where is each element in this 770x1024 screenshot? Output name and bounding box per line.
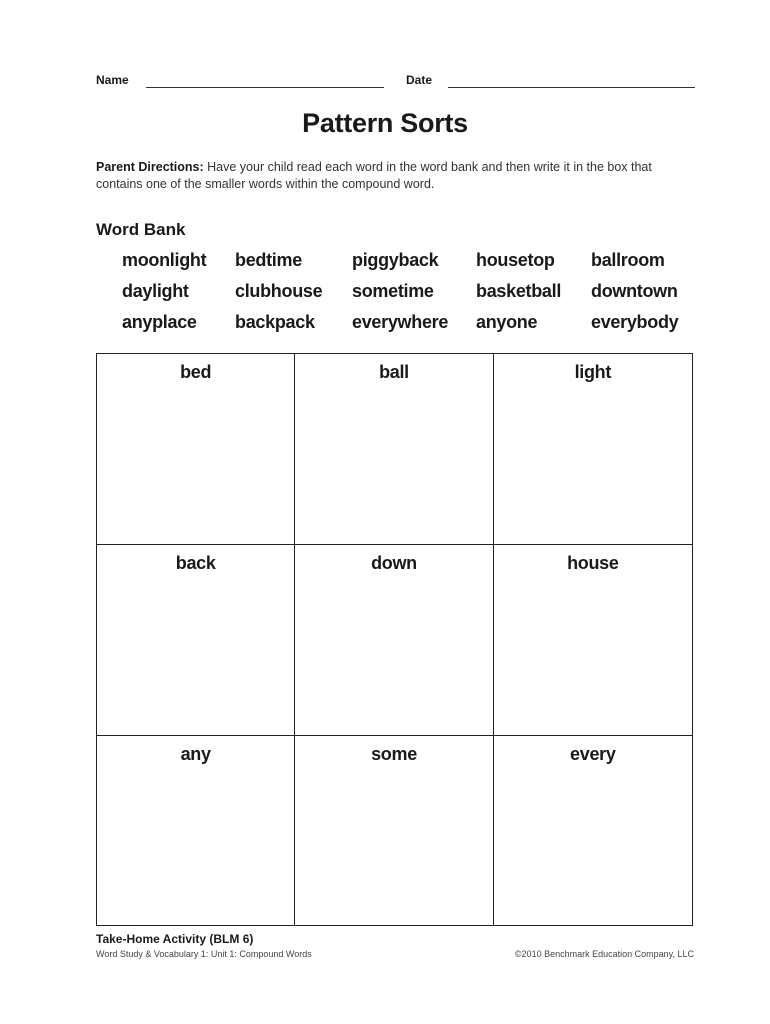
directions-text: Have your child read each word in the word bank and then write it in the box that contains one of the smaller words within the compound word. (96, 160, 652, 191)
word-bank-word: everywhere (352, 312, 449, 332)
sort-box-house[interactable] (494, 545, 692, 736)
word-bank-row (122, 281, 692, 312)
sort-box-ball[interactable] (295, 354, 493, 545)
sort-box-label: house (567, 553, 619, 573)
sort-box-label: ball (379, 362, 409, 382)
sort-box-label: bed (180, 362, 212, 382)
word-bank-word: backpack (235, 312, 315, 332)
name-label: Name (96, 73, 129, 87)
sort-box-back[interactable] (97, 545, 295, 736)
sort-box-down[interactable] (295, 545, 493, 736)
parent-directions (96, 159, 696, 193)
word-bank-word: piggyback (352, 250, 439, 270)
word-bank-word: sometime (352, 281, 434, 301)
footer-copyright: ©2010 Benchmark Education Company, LLC (514, 949, 694, 959)
page-title: Pattern Sorts (302, 108, 468, 138)
sort-box-label: any (180, 744, 211, 764)
sort-box-label: light (574, 362, 612, 382)
footer-subtitle: Word Study & Vocabulary 1: Unit 1: Compound Words (96, 949, 312, 959)
footer-title: Take-Home Activity (BLM 6) (96, 932, 254, 946)
word-bank-row (122, 250, 692, 281)
sort-grid (96, 353, 693, 926)
word-bank-word: basketball (476, 281, 562, 301)
name-field[interactable] (146, 87, 384, 88)
word-bank-word: everybody (591, 312, 679, 332)
word-bank-word: clubhouse (235, 281, 323, 301)
word-bank-word: housetop (476, 250, 555, 270)
word-bank-word: moonlight (122, 250, 207, 270)
sort-box-label: down (371, 553, 417, 573)
word-bank-word: anyplace (122, 312, 197, 332)
sort-box-every[interactable] (494, 736, 692, 925)
sort-box-some[interactable] (295, 736, 493, 925)
sort-box-any[interactable] (97, 736, 295, 925)
date-label: Date (406, 73, 433, 87)
word-bank-word: bedtime (235, 250, 302, 270)
word-bank-word: downtown (591, 281, 678, 301)
word-bank-word: anyone (476, 312, 538, 332)
word-bank-word: daylight (122, 281, 189, 301)
sort-box-label: every (570, 744, 616, 764)
word-bank-row (122, 312, 692, 343)
date-field[interactable] (448, 87, 695, 88)
sort-box-label: some (371, 744, 417, 764)
directions-label: Parent Directions: (96, 160, 204, 174)
word-bank (122, 250, 692, 343)
sort-box-bed[interactable] (97, 354, 295, 545)
word-bank-word: ballroom (591, 250, 665, 270)
sort-box-light[interactable] (494, 354, 692, 545)
name-date-row (96, 72, 696, 90)
sort-box-label: back (175, 553, 216, 573)
word-bank-heading: Word Bank (96, 220, 186, 239)
